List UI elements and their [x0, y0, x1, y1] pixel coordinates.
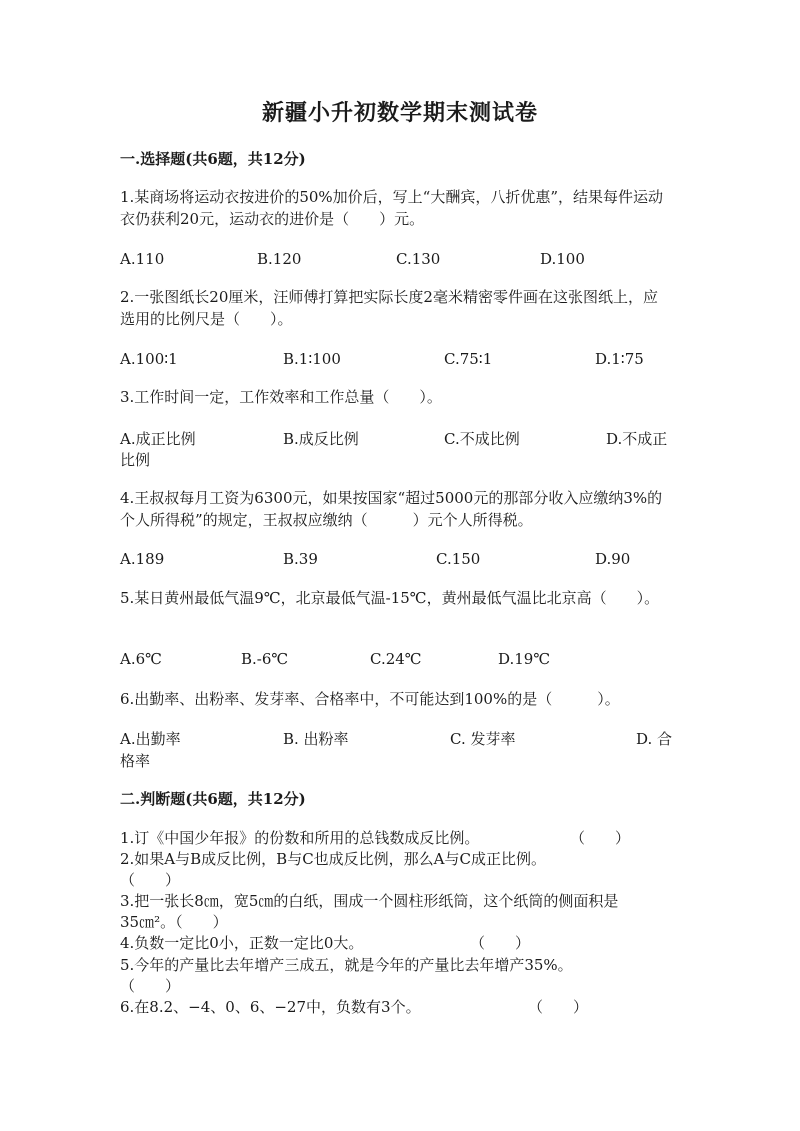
question-5-option-a: A.6℃ [120, 650, 162, 668]
page-title: 新疆小升初数学期末测试卷 [261, 100, 538, 126]
question-2-option-d: D.1∶75 [595, 350, 644, 368]
question-1-option-b: B.120 [257, 250, 302, 268]
question-1-option-a: A.110 [120, 250, 165, 268]
judge-5-answer-blank: （ ） [120, 977, 181, 995]
question-3-option-a: A.成正比例 [120, 430, 196, 448]
question-4-option-d: D.90 [595, 550, 631, 568]
question-6-text: 6.出勤率、出粉率、发芽率、合格率中，不可能达到100%的是（ ）。 [120, 690, 620, 708]
question-4-text: 4.王叔叔每月工资为6300元，如果按国家“超过5000元的那部分收入应缴纳3%的个人所得税”的规定，王叔叔应缴纳（ ）元个人所得税。 [120, 489, 663, 529]
question-1-option-d: D.100 [540, 250, 585, 268]
question-2-option-b: B.1∶100 [283, 350, 341, 368]
question-2-option-a: A.100∶1 [120, 350, 178, 368]
question-4-option-c: C.150 [436, 550, 481, 568]
question-1-option-c: C.130 [396, 250, 441, 268]
question-6-option-d-wrap: 格率 [120, 752, 151, 770]
question-5-option-b: B.-6℃ [241, 650, 289, 668]
question-3-option-b: B.成反比例 [283, 430, 359, 448]
judge-3-text-cont: 35㎝²。（ ） [120, 913, 228, 931]
question-5-option-c: C.24℃ [370, 650, 422, 668]
question-5-text: 5.某日黄州最低气温9℃，北京最低气温-15℃，黄州最低气温比北京高（ ）。 [120, 589, 660, 607]
judge-4-text: 4.负数一定比0小，正数一定比0大。 [120, 934, 364, 952]
question-6-option-b: B. 出粉率 [283, 730, 349, 748]
judge-5-text: 5.今年的产量比去年增产三成五，就是今年的产量比去年增产35%。 [120, 956, 573, 974]
question-3-text: 3.工作时间一定，工作效率和工作总量（ ）。 [120, 388, 442, 406]
question-4-option-b: B.39 [283, 550, 318, 568]
question-3-option-d-wrap: 比例 [120, 451, 151, 469]
section-heading-choice: 一.选择题(共6题，共12分) [120, 150, 306, 168]
judge-3-text: 3.把一张长8㎝，宽5㎝的白纸，围成一个圆柱形纸筒，这个纸筒的侧面积是 [120, 892, 619, 910]
judge-6-answer-blank: （ ） [528, 998, 589, 1016]
judge-1-answer-blank: （ ） [570, 829, 631, 847]
judge-1-text: 1.订《中国少年报》的份数和所用的总钱数成反比例。 [120, 829, 480, 847]
section-heading-true-false: 二.判断题(共6题，共12分) [120, 790, 306, 808]
question-6-option-d: D. 合 [636, 730, 673, 748]
question-5-option-d: D.19℃ [498, 650, 551, 668]
judge-4-answer-blank: （ ） [470, 934, 531, 952]
judge-6-text: 6.在8.2、−4、0、6、−27中，负数有3个。 [120, 998, 421, 1016]
question-2-option-c: C.75∶1 [444, 350, 493, 368]
question-3-option-d: D.不成正 [606, 430, 668, 448]
question-3-option-c: C.不成比例 [444, 430, 520, 448]
question-2-text: 2.一张图纸长20厘米，汪师傅打算把实际长度2毫米精密零件画在这张图纸上，应选用的比例尺是（ ）。 [120, 288, 658, 328]
judge-2-text: 2.如果A与B成反比例，B与C也成反比例，那么A与C成正比例。 [120, 850, 546, 868]
question-4-option-a: A.189 [120, 550, 165, 568]
question-6-option-a: A.出勤率 [120, 730, 181, 748]
question-6-option-c: C. 发芽率 [450, 730, 516, 748]
question-1-text: 1.某商场将运动衣按进价的50%加价后，写上“大酬宾，八折优惠”，结果每件运动衣仍获利20元，运动衣的进价是（ ）元。 [120, 188, 663, 228]
judge-2-answer-blank: （ ） [120, 871, 181, 889]
